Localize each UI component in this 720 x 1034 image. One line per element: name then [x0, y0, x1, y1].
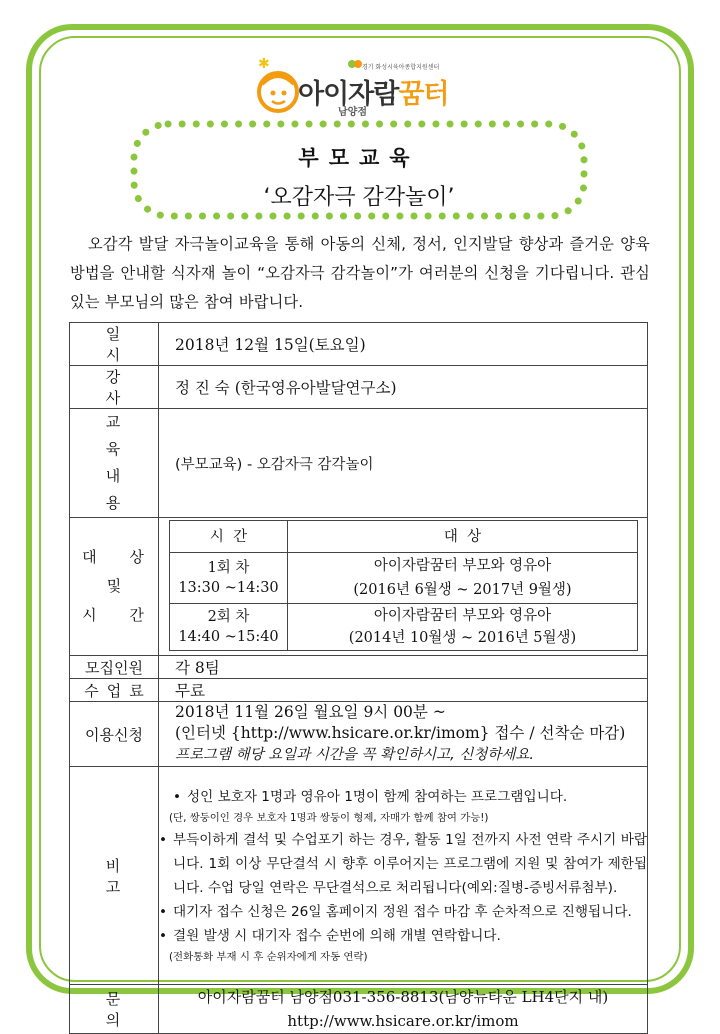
session-target: 아이자람꿈터 부모와 영유아 (2014년 10월생 ~ 2016년 5월생) — [288, 604, 638, 651]
contact-value: 아이자람꿈터 남양점031-356-8813(남양뉴타운 LH4단지 내) http://www.hsicare.or.kr/imom — [159, 985, 648, 1034]
fee-label: 수업료 — [70, 679, 159, 702]
schedule-cell — [159, 518, 648, 656]
title-box — [128, 118, 590, 222]
schedule-row — [170, 553, 638, 604]
title-main: 부모교육 — [298, 146, 420, 170]
session-time: 2회 차 14:40 ~15:40 — [170, 604, 288, 651]
row-content — [70, 409, 648, 518]
row-lecturer — [70, 366, 648, 409]
row-recruit — [70, 656, 648, 679]
note-sub: (전화통화 부재 시 후 순위자에게 자동 연락) — [169, 950, 368, 963]
content-label: 교육 내용 — [70, 409, 159, 518]
schedule-table — [169, 520, 638, 651]
logo — [254, 52, 494, 118]
target-label: 대 상 및 시 간 — [70, 518, 159, 656]
date-label: 일시 — [70, 323, 159, 366]
row-date — [70, 323, 648, 366]
header-target: 대 상 — [288, 521, 638, 553]
note-item: • 성인 보호자 1명과 영유아 1명이 함께 참여하는 프로그램입니다. — [173, 788, 568, 805]
notes-label: 비 고 — [70, 767, 159, 985]
org-leaf-icon — [348, 58, 362, 70]
date-value: 2018년 12월 15일(토요일) — [159, 323, 648, 366]
svg-text:✱: ✱ — [258, 56, 270, 72]
row-target — [70, 518, 648, 656]
intro-paragraph: 오감각 발달 자극놀이교육을 통해 아동의 신체, 정서, 인지발달 향상과 즐거운 양육방법을 안내할 식자재 놀이 “오감자극 감각놀이”가 여러분의 신청을 기다립니다. 관심 있는 부모님의 많은 참여 바랍니다. — [70, 235, 650, 311]
notes-list — [159, 767, 648, 985]
org-name: 경기 화성시육아종합지원센터 — [362, 64, 440, 71]
note-sub: (단, 쌍둥이인 경우 보호자 1명과 쌍둥이 형제, 자매가 함께 참여 가능!) — [169, 811, 489, 824]
logo-brand-b: 꿈터 — [398, 79, 449, 110]
row-apply — [70, 702, 648, 767]
recruit-label: 모집인원 — [70, 656, 159, 679]
fee-value: 무료 — [159, 679, 648, 702]
apply-label: 이용신청 — [70, 702, 159, 767]
title-sub: ‘오감자극 감각놀이’ — [263, 185, 455, 210]
info-table — [69, 322, 648, 1034]
session-time: 1회 차 13:30 ~14:30 — [170, 553, 288, 604]
row-fee — [70, 679, 648, 702]
note-item: • 결원 발생 시 대기자 접수 순번에 의해 개별 연락합니다. — [159, 927, 501, 944]
logo-brand — [298, 72, 449, 111]
session-target: 아이자람꿈터 부모와 영유아 (2016년 6월생 ~ 2017년 9월생) — [288, 553, 638, 604]
schedule-header — [170, 521, 638, 553]
header-time: 시 간 — [170, 521, 288, 553]
lecturer-label: 강사 — [70, 366, 159, 409]
lecturer-value: 정 진 숙 (한국영유아발달연구소) — [159, 366, 648, 409]
row-notes — [70, 767, 648, 985]
schedule-row — [170, 604, 638, 651]
logo-brand-a: 아이자람 — [298, 79, 399, 110]
content-value: (부모교육) - 오감자극 감각놀이 — [159, 409, 648, 518]
row-contact — [70, 985, 648, 1034]
contact-label: 문 의 — [70, 985, 159, 1034]
note-item: • 부득이하게 결석 및 수업포기 하는 경우, 활동 1일 전까지 사전 연락 주시기 바랍니다. 1회 이상 무단결석 시 향후 이루어지는 프로그램에 지원 및 참여가 제한됩니다. 수업 당일 연락은 무단결석으로 처리됩니다(예외:질병-증빙서류첨부). — [159, 831, 647, 896]
apply-value: 2018년 11월 26일 월요일 9시 00분 ~ (인터넷 {http://www.hsicare.or.kr/imom} 접수 / 선착순 마감) 프로그램 해당 요일과 시간을 꼭 확인하시고, 신청하세요. — [159, 702, 648, 767]
logo-branch: 남양점 — [338, 107, 367, 118]
note-item: • 대기자 접수 신청은 26일 홈페이지 정원 접수 마감 후 순차적으로 진행됩니다. — [159, 903, 632, 920]
recruit-value: 각 8팀 — [159, 656, 648, 679]
